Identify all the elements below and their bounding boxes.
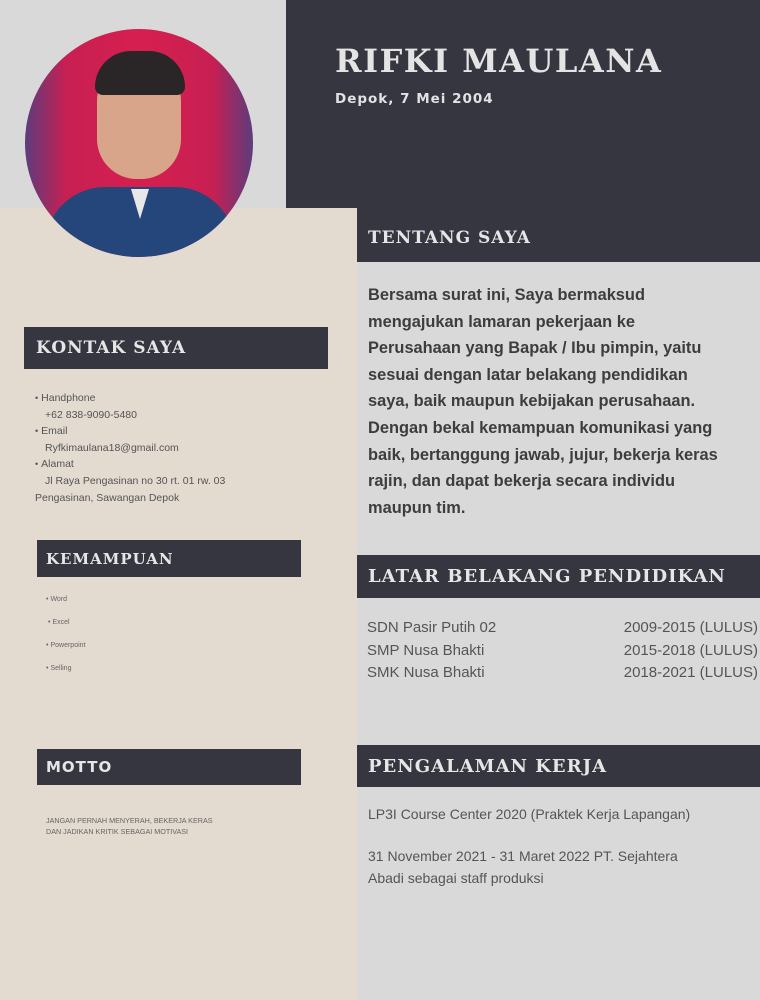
contact-label-phone: • Handphone (35, 390, 335, 407)
skill-item: • Excel (46, 617, 85, 640)
about-line: Dengan bekal kemampuan komunikasi yang (368, 418, 713, 437)
birth-place-date: Depok, 7 Mei 2004 (335, 91, 494, 107)
about-line: saya, baik maupun kebijakan perusahaan. (368, 392, 696, 411)
education-row (367, 640, 760, 663)
about-line: sesuai dengan latar belakang pendidikan (368, 365, 688, 384)
contact-email: Ryfkimaulana18@gmail.com (45, 441, 179, 454)
skill-item: • Powerpoint (46, 640, 85, 663)
section-title-contact: KONTAK SAYA (24, 327, 328, 369)
work-line: LP3I Course Center 2020 (Praktek Kerja Lapangan) (368, 806, 691, 822)
section-title-education: LATAR BELAKANG PENDIDIKAN (357, 555, 760, 598)
about-line: rajin, dan dapat bekerja secara individu (368, 472, 675, 491)
contact-address: Jl Raya Pengasinan no 30 rt. 01 rw. 03 (45, 474, 226, 487)
contact-phone: +62 838-9090-5480 (45, 408, 137, 421)
contact-address-cont: Pengasinan, Sawangan Depok (35, 491, 180, 504)
section-title-motto: MOTTO (37, 749, 301, 785)
about-line: baik, bertanggung jawab, jujur, bekerja keras (368, 445, 718, 464)
skill-item: • Word (46, 594, 85, 617)
section-title-about: TENTANG SAYA (368, 228, 531, 248)
motto-line: JANGAN PERNAH MENYERAH, BEKERJA KERAS (46, 816, 213, 825)
contact-label-email: • Email (35, 423, 335, 440)
candidate-name: RIFKI MAULANA (335, 42, 663, 80)
work-item (368, 803, 760, 825)
skill-item: • Selling (46, 663, 85, 686)
contact-list (35, 390, 335, 506)
school-period: 2015-2018 (LULUS) (623, 641, 758, 659)
motto-line: DAN JADIKAN KRITIK SEBAGAI MOTIVASI (46, 827, 189, 836)
motto-text (46, 815, 286, 837)
school-period: 2009-2015 (LULUS) (623, 619, 758, 636)
skills-list (46, 594, 85, 686)
education-row (367, 617, 760, 640)
work-line: Abadi sebagai staff produksi (368, 870, 544, 886)
section-title-skills: KEMAMPUAN (37, 540, 301, 577)
profile-photo (25, 29, 253, 257)
about-text (368, 282, 760, 521)
about-line: mengajukan lamaran pekerjaan ke (368, 312, 635, 331)
section-title-work: PENGALAMAN KERJA (357, 745, 760, 787)
contact-label-address: • Alamat (35, 456, 335, 473)
about-line: maupun tim. (368, 498, 466, 517)
work-list (368, 803, 760, 909)
school-name: SMK Nusa Bhakti (367, 664, 485, 681)
about-line: Perusahaan yang Bapak / Ibu pimpin, yaitu (368, 339, 702, 358)
education-list (367, 617, 760, 685)
work-item (368, 845, 760, 889)
school-name: SMP Nusa Bhakti (367, 641, 485, 659)
about-line: Bersama surat ini, Saya bermaksud (368, 286, 645, 304)
school-name: SDN Pasir Putih 02 (367, 619, 497, 636)
work-line: 31 November 2021 - 31 Maret 2022 PT. Sejahtera (368, 848, 678, 864)
education-row (367, 662, 760, 685)
photo-hair (95, 51, 185, 95)
school-period: 2018-2021 (LULUS) (623, 664, 758, 681)
